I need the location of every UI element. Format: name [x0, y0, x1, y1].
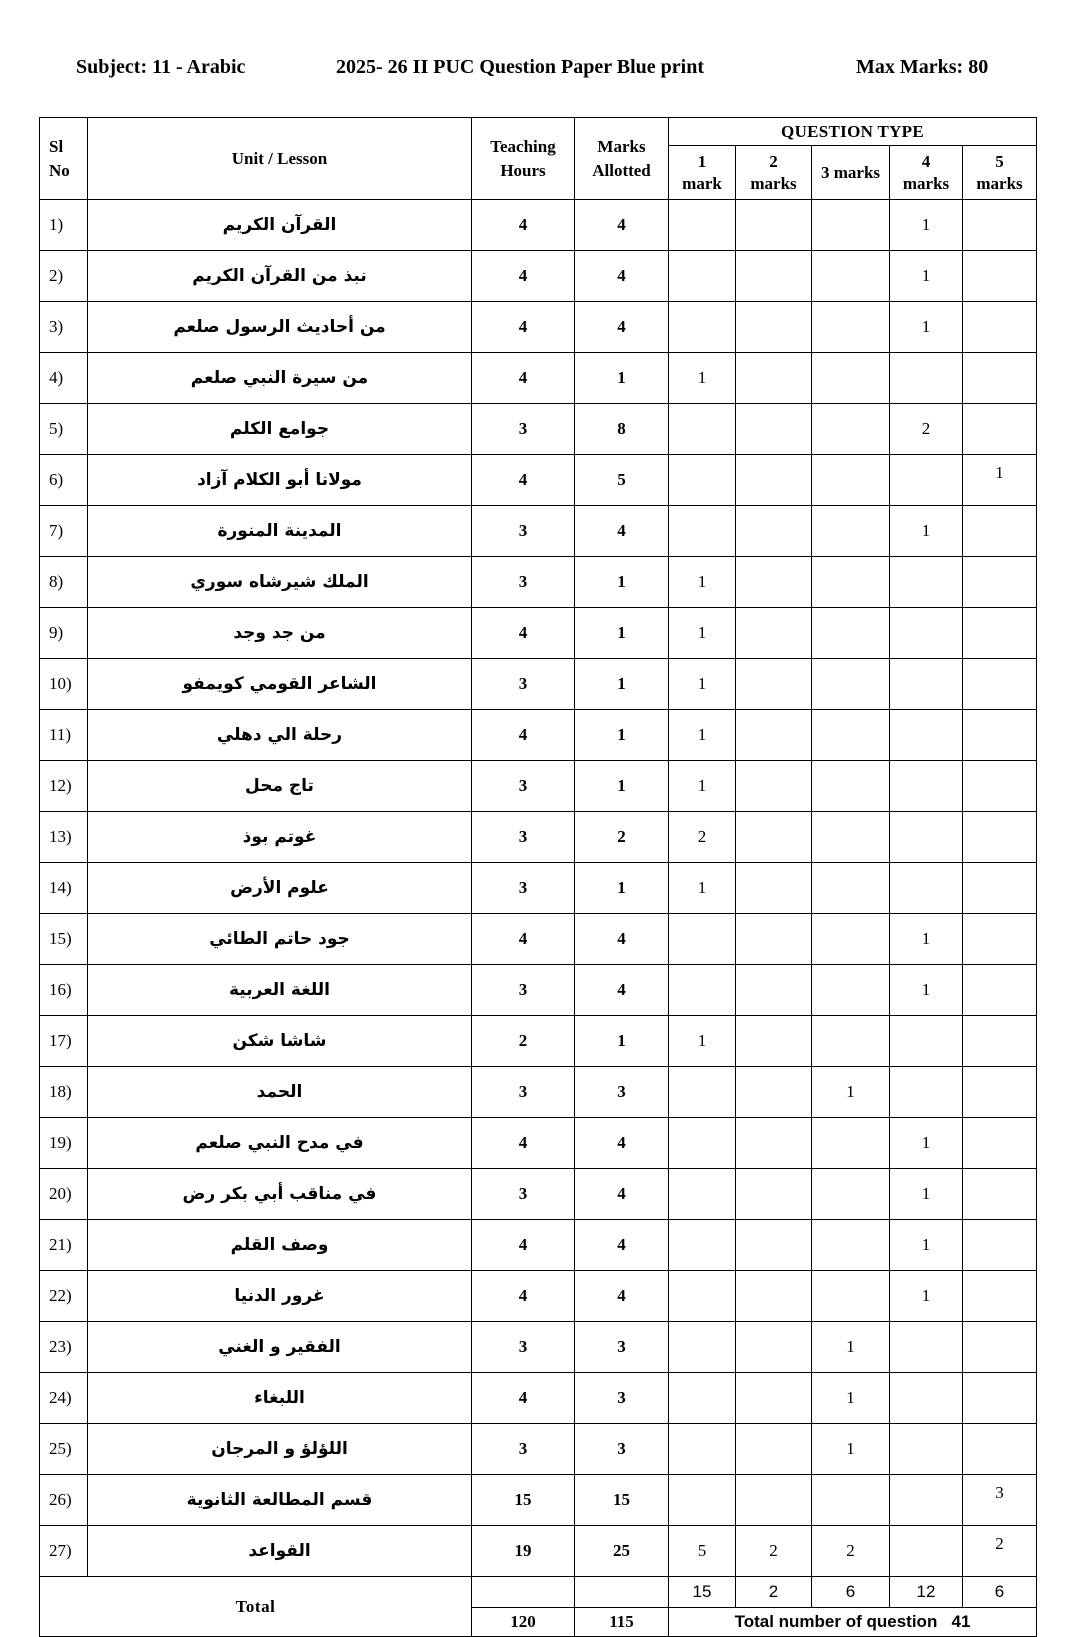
lesson-cell: تاج محل	[88, 761, 472, 812]
q4-cell: 1	[890, 1169, 963, 1220]
table-row	[40, 200, 1037, 251]
q5-cell	[963, 302, 1037, 353]
sl-no-cell: 4)	[40, 353, 88, 404]
q5-cell	[963, 1118, 1037, 1169]
marks-allotted-cell: 4	[575, 1118, 669, 1169]
q3-cell: 1	[812, 1322, 890, 1373]
q1-cell	[669, 506, 736, 557]
q4-cell: 1	[890, 1118, 963, 1169]
q2-cell	[736, 1271, 812, 1322]
q1-cell	[669, 1169, 736, 1220]
marks-allotted-cell: 1	[575, 863, 669, 914]
teaching-hours-cell: 3	[472, 761, 575, 812]
teaching-hours-cell: 4	[472, 914, 575, 965]
q5-cell	[963, 557, 1037, 608]
lesson-cell: من أحاديث الرسول صلعم	[88, 302, 472, 353]
q1-cell: 1	[669, 659, 736, 710]
marks-allotted-cell: 1	[575, 659, 669, 710]
q3-cell	[812, 404, 890, 455]
table-row	[40, 1322, 1037, 1373]
q2-cell	[736, 1424, 812, 1475]
lesson-cell: المدينة المنورة	[88, 506, 472, 557]
q3-cell	[812, 863, 890, 914]
table-row	[40, 251, 1037, 302]
q3-cell: 2	[812, 1526, 890, 1577]
q1-cell: 1	[669, 863, 736, 914]
q5-cell	[963, 200, 1037, 251]
lesson-cell: وصف القلم	[88, 1220, 472, 1271]
lesson-cell: قسم المطالعة الثانوية	[88, 1475, 472, 1526]
header-sl-no: Sl No	[40, 118, 88, 200]
table-row	[40, 1373, 1037, 1424]
header-question-type: QUESTION TYPE	[669, 118, 1037, 146]
sl-no-cell: 24)	[40, 1373, 88, 1424]
marks-allotted-cell: 4	[575, 914, 669, 965]
marks-allotted-cell: 4	[575, 506, 669, 557]
lesson-cell: جود حاتم الطائي	[88, 914, 472, 965]
sl-no-cell: 12)	[40, 761, 88, 812]
q3-cell	[812, 1016, 890, 1067]
marks-allotted-cell: 15	[575, 1475, 669, 1526]
q5-cell	[963, 353, 1037, 404]
q2-cell	[736, 353, 812, 404]
q5-cell	[963, 659, 1037, 710]
q2-cell	[736, 914, 812, 965]
q1-cell: 1	[669, 608, 736, 659]
q1-cell	[669, 1271, 736, 1322]
header-3-marks: 3 marks	[812, 146, 890, 200]
table-row	[40, 914, 1037, 965]
teaching-hours-cell: 3	[472, 1067, 575, 1118]
q3-cell	[812, 965, 890, 1016]
teaching-hours-cell: 3	[472, 506, 575, 557]
table-row	[40, 710, 1037, 761]
table-row	[40, 1067, 1037, 1118]
q2-cell	[736, 404, 812, 455]
q2-cell	[736, 1016, 812, 1067]
q4-cell: 1	[890, 1271, 963, 1322]
q2-cell	[736, 659, 812, 710]
lesson-cell: اللغة العربية	[88, 965, 472, 1016]
q2-cell	[736, 1067, 812, 1118]
q3-cell: 1	[812, 1067, 890, 1118]
teaching-hours-cell: 4	[472, 1271, 575, 1322]
q3-cell	[812, 1169, 890, 1220]
q2-cell	[736, 710, 812, 761]
lesson-cell: مولانا أبو الكلام آزاد	[88, 455, 472, 506]
teaching-hours-cell: 4	[472, 1118, 575, 1169]
lesson-cell: القواعد	[88, 1526, 472, 1577]
q1-cell	[669, 251, 736, 302]
q4-cell	[890, 812, 963, 863]
sl-no-cell: 10)	[40, 659, 88, 710]
marks-allotted-cell: 2	[575, 812, 669, 863]
sl-no-cell: 14)	[40, 863, 88, 914]
marks-allotted-cell: 5	[575, 455, 669, 506]
header-2-marks: 2 marks	[736, 146, 812, 200]
lesson-cell: الملك شيرشاه سوري	[88, 557, 472, 608]
header-teaching-hours: Teaching Hours	[472, 118, 575, 200]
sl-no-cell: 20)	[40, 1169, 88, 1220]
total-label: Total	[40, 1577, 472, 1637]
q3-cell	[812, 659, 890, 710]
sl-no-cell: 13)	[40, 812, 88, 863]
q5-cell	[963, 863, 1037, 914]
q2-cell	[736, 302, 812, 353]
q5-cell	[963, 1016, 1037, 1067]
total-questions-cell	[669, 1608, 1037, 1637]
document-title: 2025- 26 II PUC Question Paper Blue print	[336, 56, 704, 78]
q1-cell	[669, 1373, 736, 1424]
marks-allotted-cell: 3	[575, 1322, 669, 1373]
lesson-cell: جوامع الكلم	[88, 404, 472, 455]
sl-no-cell: 8)	[40, 557, 88, 608]
q3-cell	[812, 506, 890, 557]
q2-cell	[736, 1373, 812, 1424]
sl-no-cell: 21)	[40, 1220, 88, 1271]
q1-cell	[669, 1322, 736, 1373]
q4-cell: 1	[890, 914, 963, 965]
q4-cell: 1	[890, 251, 963, 302]
table-row	[40, 965, 1037, 1016]
marks-allotted-cell: 4	[575, 200, 669, 251]
q2-cell: 2	[736, 1526, 812, 1577]
q4-cell	[890, 1373, 963, 1424]
page-header	[0, 56, 1075, 84]
q2-cell	[736, 200, 812, 251]
q1-cell	[669, 1067, 736, 1118]
q4-cell	[890, 1526, 963, 1577]
header-lesson: Unit / Lesson	[88, 118, 472, 200]
q1-cell	[669, 404, 736, 455]
table-row	[40, 1424, 1037, 1475]
q4-cell	[890, 557, 963, 608]
teaching-hours-cell: 3	[472, 659, 575, 710]
q3-cell	[812, 455, 890, 506]
lesson-cell: من جد وجد	[88, 608, 472, 659]
q2-cell	[736, 608, 812, 659]
q4-cell	[890, 1067, 963, 1118]
q5-cell: 3	[963, 1475, 1037, 1526]
q5-cell	[963, 1067, 1037, 1118]
subject-label: Subject: 11 - Arabic	[76, 56, 246, 78]
lesson-cell: غرور الدنيا	[88, 1271, 472, 1322]
header-1-mark: 1 mark	[669, 146, 736, 200]
q2-cell	[736, 965, 812, 1016]
table-row	[40, 608, 1037, 659]
table-row	[40, 761, 1037, 812]
sl-no-cell: 9)	[40, 608, 88, 659]
q1-cell	[669, 200, 736, 251]
teaching-hours-cell: 4	[472, 608, 575, 659]
teaching-hours-cell: 3	[472, 863, 575, 914]
teaching-hours-cell: 4	[472, 200, 575, 251]
teaching-hours-cell: 4	[472, 1373, 575, 1424]
teaching-hours-cell: 3	[472, 1424, 575, 1475]
sl-no-cell: 15)	[40, 914, 88, 965]
lesson-cell: اللؤلؤ و المرجان	[88, 1424, 472, 1475]
q5-cell	[963, 965, 1037, 1016]
teaching-hours-cell: 4	[472, 1220, 575, 1271]
sl-no-cell: 23)	[40, 1322, 88, 1373]
q5-cell	[963, 1424, 1037, 1475]
table-row	[40, 506, 1037, 557]
total-q4: 12	[890, 1577, 963, 1608]
marks-allotted-cell: 4	[575, 965, 669, 1016]
sl-no-cell: 6)	[40, 455, 88, 506]
q3-cell	[812, 251, 890, 302]
q2-cell	[736, 1169, 812, 1220]
sl-no-cell: 22)	[40, 1271, 88, 1322]
lesson-cell: شاشا شكن	[88, 1016, 472, 1067]
q1-cell	[669, 965, 736, 1016]
q3-cell	[812, 200, 890, 251]
q4-cell: 2	[890, 404, 963, 455]
q4-cell	[890, 1424, 963, 1475]
teaching-hours-cell: 3	[472, 1322, 575, 1373]
q1-cell	[669, 1424, 736, 1475]
sl-no-cell: 18)	[40, 1067, 88, 1118]
q3-cell: 1	[812, 1424, 890, 1475]
q4-cell	[890, 353, 963, 404]
table-row	[40, 455, 1037, 506]
q5-cell	[963, 1169, 1037, 1220]
q3-cell	[812, 812, 890, 863]
table-row	[40, 1016, 1037, 1067]
marks-allotted-cell: 1	[575, 557, 669, 608]
q1-cell: 1	[669, 761, 736, 812]
q3-cell	[812, 1475, 890, 1526]
q1-cell: 1	[669, 353, 736, 404]
q4-cell	[890, 659, 963, 710]
total-questions-label: Total number of question	[734, 1612, 938, 1631]
q2-cell	[736, 506, 812, 557]
marks-allotted-cell: 4	[575, 1271, 669, 1322]
total-marks: 115	[575, 1608, 669, 1637]
teaching-hours-cell: 4	[472, 710, 575, 761]
q3-cell	[812, 557, 890, 608]
q4-cell	[890, 761, 963, 812]
q4-cell	[890, 608, 963, 659]
lesson-cell: في مناقب أبي بكر رض	[88, 1169, 472, 1220]
header-5-marks: 5 marks	[963, 146, 1037, 200]
teaching-hours-cell: 15	[472, 1475, 575, 1526]
q1-cell	[669, 302, 736, 353]
total-q2: 2	[736, 1577, 812, 1608]
marks-allotted-cell: 3	[575, 1067, 669, 1118]
table-row	[40, 1271, 1037, 1322]
marks-allotted-cell: 3	[575, 1373, 669, 1424]
q3-cell: 1	[812, 1373, 890, 1424]
marks-allotted-cell: 1	[575, 761, 669, 812]
lesson-cell: من سيرة النبي صلعم	[88, 353, 472, 404]
q3-cell	[812, 1118, 890, 1169]
q4-cell: 1	[890, 302, 963, 353]
q1-cell: 2	[669, 812, 736, 863]
teaching-hours-cell: 3	[472, 812, 575, 863]
q3-cell	[812, 914, 890, 965]
q1-cell	[669, 914, 736, 965]
lesson-cell: رحلة الي دهلي	[88, 710, 472, 761]
sl-no-cell: 7)	[40, 506, 88, 557]
sl-no-cell: 27)	[40, 1526, 88, 1577]
q1-cell	[669, 1475, 736, 1526]
marks-allotted-cell: 4	[575, 302, 669, 353]
q1-cell: 5	[669, 1526, 736, 1577]
q5-cell: 2	[963, 1526, 1037, 1577]
q5-cell	[963, 404, 1037, 455]
table-row	[40, 659, 1037, 710]
q1-cell: 1	[669, 710, 736, 761]
q5-cell: 1	[963, 455, 1037, 506]
lesson-cell: في مدح النبي صلعم	[88, 1118, 472, 1169]
table-row	[40, 812, 1037, 863]
sl-no-cell: 5)	[40, 404, 88, 455]
q1-cell	[669, 455, 736, 506]
teaching-hours-cell: 4	[472, 251, 575, 302]
sl-no-cell: 2)	[40, 251, 88, 302]
sl-no-cell: 3)	[40, 302, 88, 353]
q4-cell	[890, 455, 963, 506]
marks-allotted-cell: 1	[575, 710, 669, 761]
total-marks-blank	[575, 1577, 669, 1608]
lesson-cell: الفقير و الغني	[88, 1322, 472, 1373]
q4-cell	[890, 710, 963, 761]
q5-cell	[963, 761, 1037, 812]
table-row	[40, 1475, 1037, 1526]
q3-cell	[812, 710, 890, 761]
total-hours-blank	[472, 1577, 575, 1608]
q4-cell: 1	[890, 200, 963, 251]
header-4-marks: 4 marks	[890, 146, 963, 200]
lesson-cell: غوتم بوذ	[88, 812, 472, 863]
q1-cell	[669, 1220, 736, 1271]
q3-cell	[812, 761, 890, 812]
q5-cell	[963, 1373, 1037, 1424]
teaching-hours-cell: 3	[472, 1169, 575, 1220]
q5-cell	[963, 506, 1037, 557]
q2-cell	[736, 557, 812, 608]
sl-no-cell: 26)	[40, 1475, 88, 1526]
q3-cell	[812, 608, 890, 659]
table-row	[40, 1220, 1037, 1271]
q3-cell	[812, 1271, 890, 1322]
q2-cell	[736, 863, 812, 914]
q4-cell	[890, 1016, 963, 1067]
sl-no-cell: 19)	[40, 1118, 88, 1169]
q2-cell	[736, 812, 812, 863]
teaching-hours-cell: 19	[472, 1526, 575, 1577]
total-hours: 120	[472, 1608, 575, 1637]
max-marks-label: Max Marks: 80	[856, 56, 989, 78]
q3-cell	[812, 302, 890, 353]
table-row	[40, 863, 1037, 914]
lesson-cell: اللبغاء	[88, 1373, 472, 1424]
marks-allotted-cell: 4	[575, 251, 669, 302]
marks-allotted-cell: 1	[575, 353, 669, 404]
total-q3: 6	[812, 1577, 890, 1608]
teaching-hours-cell: 3	[472, 965, 575, 1016]
table-row	[40, 557, 1037, 608]
q5-cell	[963, 710, 1037, 761]
header-marks-allotted: Marks Allotted	[575, 118, 669, 200]
sl-no-cell: 16)	[40, 965, 88, 1016]
marks-allotted-cell: 3	[575, 1424, 669, 1475]
marks-allotted-cell: 8	[575, 404, 669, 455]
q5-cell	[963, 812, 1037, 863]
q4-cell: 1	[890, 965, 963, 1016]
marks-allotted-cell: 1	[575, 608, 669, 659]
q1-cell	[669, 1118, 736, 1169]
q5-cell	[963, 608, 1037, 659]
teaching-hours-cell: 4	[472, 455, 575, 506]
marks-allotted-cell: 1	[575, 1016, 669, 1067]
q5-cell	[963, 251, 1037, 302]
lesson-cell: القرآن الكريم	[88, 200, 472, 251]
sl-no-cell: 17)	[40, 1016, 88, 1067]
q1-cell: 1	[669, 557, 736, 608]
teaching-hours-cell: 3	[472, 404, 575, 455]
marks-allotted-cell: 4	[575, 1169, 669, 1220]
sl-no-cell: 25)	[40, 1424, 88, 1475]
q4-cell	[890, 1475, 963, 1526]
q2-cell	[736, 1220, 812, 1271]
q4-cell	[890, 863, 963, 914]
teaching-hours-cell: 4	[472, 353, 575, 404]
q2-cell	[736, 1475, 812, 1526]
q4-cell: 1	[890, 1220, 963, 1271]
sl-no-cell: 11)	[40, 710, 88, 761]
q1-cell: 1	[669, 1016, 736, 1067]
table-row	[40, 353, 1037, 404]
sl-no-cell: 1)	[40, 200, 88, 251]
table-row	[40, 1118, 1037, 1169]
teaching-hours-cell: 2	[472, 1016, 575, 1067]
table-row	[40, 1526, 1037, 1577]
blueprint-table	[39, 117, 1037, 1637]
table-row	[40, 1169, 1037, 1220]
q2-cell	[736, 1118, 812, 1169]
marks-allotted-cell: 4	[575, 1220, 669, 1271]
lesson-cell: الشاعر القومي كويمفو	[88, 659, 472, 710]
q2-cell	[736, 1322, 812, 1373]
q5-cell	[963, 1271, 1037, 1322]
table-row	[40, 302, 1037, 353]
lesson-cell: علوم الأرض	[88, 863, 472, 914]
total-q5: 6	[963, 1577, 1037, 1608]
total-questions-value: 41	[951, 1612, 971, 1631]
teaching-hours-cell: 4	[472, 302, 575, 353]
q5-cell	[963, 1220, 1037, 1271]
lesson-cell: الحمد	[88, 1067, 472, 1118]
q5-cell	[963, 1322, 1037, 1373]
lesson-cell: نبذ من القرآن الكريم	[88, 251, 472, 302]
q5-cell	[963, 914, 1037, 965]
q2-cell	[736, 251, 812, 302]
q4-cell	[890, 1322, 963, 1373]
q3-cell	[812, 353, 890, 404]
q2-cell	[736, 455, 812, 506]
table-row	[40, 404, 1037, 455]
q3-cell	[812, 1220, 890, 1271]
teaching-hours-cell: 3	[472, 557, 575, 608]
marks-allotted-cell: 25	[575, 1526, 669, 1577]
total-q1: 15	[669, 1577, 736, 1608]
q4-cell: 1	[890, 506, 963, 557]
q2-cell	[736, 761, 812, 812]
